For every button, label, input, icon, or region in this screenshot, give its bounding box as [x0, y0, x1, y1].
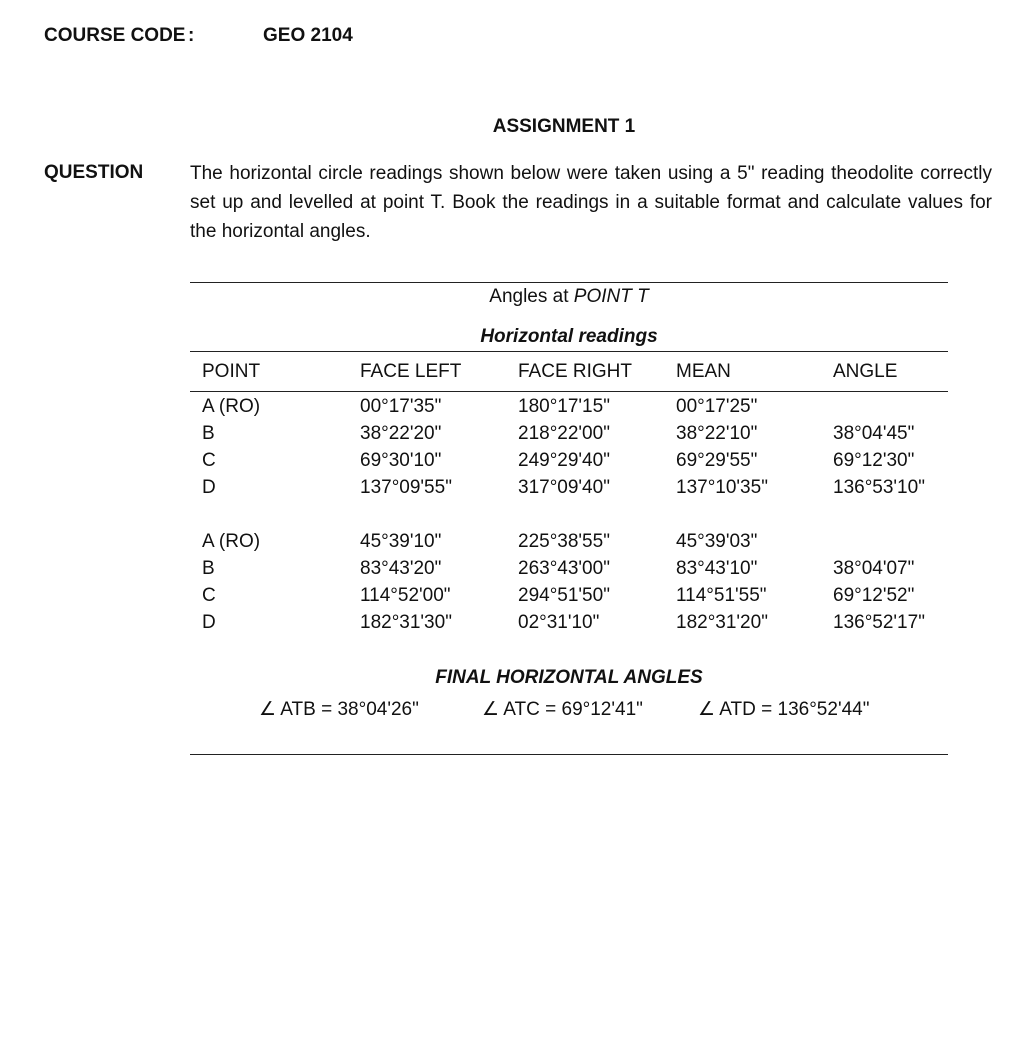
cell-mean: 182°31'20" [676, 612, 768, 633]
cell-point: D [202, 612, 216, 633]
course-code-value: GEO 2104 [263, 25, 353, 46]
assignment-title: ASSIGNMENT 1 [492, 116, 636, 137]
cell-face-right: 218°22'00" [518, 423, 610, 444]
cell-mean: 69°29'55" [676, 450, 758, 471]
cell-angle: 136°53'10" [833, 477, 925, 498]
cell-angle: 69°12'30" [833, 450, 915, 471]
table-caption [190, 286, 948, 308]
final-angle-atd: ∠ ATD = 136°52'44" [698, 699, 870, 720]
table-header-top-rule [190, 351, 948, 352]
table-bottom-rule [190, 754, 948, 755]
cell-face-right: 225°38'55" [518, 531, 610, 552]
question-text: The horizontal circle readings shown below were taken using a 5" reading theodolite correctly set up and levelled at point T. Book the readings in a suitable format and calculate values for the horizontal angles. [190, 163, 992, 242]
final-angles-title: FINAL HORIZONTAL ANGLES [435, 667, 703, 688]
question-label: QUESTION [44, 162, 144, 183]
cell-mean: 137°10'35" [676, 477, 768, 498]
cell-point: A (RO) [202, 531, 261, 552]
cell-face-left: 45°39'10" [360, 531, 442, 552]
final-angle-atb: ∠ ATB = 38°04'26" [259, 699, 419, 720]
cell-face-right: 317°09'40" [518, 477, 610, 498]
final-angle-atc: ∠ ATC = 69°12'41" [482, 699, 643, 720]
cell-point: A (RO) [202, 396, 261, 417]
table-header-bottom-rule [190, 391, 948, 392]
table-subcaption: Horizontal readings [480, 326, 658, 347]
cell-face-left: 83°43'20" [360, 558, 442, 579]
cell-angle: 69°12'52" [833, 585, 915, 606]
column-header-angle: ANGLE [833, 361, 898, 382]
cell-face-right: 180°17'15" [518, 396, 610, 417]
cell-face-left: 137°09'55" [360, 477, 452, 498]
table-caption-point: POINT T [573, 286, 649, 307]
cell-point: C [202, 585, 216, 606]
course-code-label: COURSE CODE [44, 25, 186, 46]
cell-face-left: 114°52'00" [360, 585, 451, 606]
cell-face-left: 38°22'20" [360, 423, 442, 444]
cell-face-left: 182°31'30" [360, 612, 452, 633]
cell-angle: 136°52'17" [833, 612, 925, 633]
cell-angle: 38°04'07" [833, 558, 915, 579]
cell-mean: 45°39'03" [676, 531, 758, 552]
table-caption-prefix: Angles at [489, 286, 574, 307]
cell-point: B [202, 423, 215, 444]
cell-face-right: 02°31'10" [518, 612, 600, 633]
column-header-face-left: FACE LEFT [360, 361, 462, 382]
course-code-colon: : [188, 25, 195, 46]
cell-mean: 83°43'10" [676, 558, 758, 579]
cell-mean: 38°22'10" [676, 423, 758, 444]
cell-face-right: 294°51'50" [518, 585, 610, 606]
cell-point: D [202, 477, 216, 498]
cell-point: B [202, 558, 215, 579]
cell-point: C [202, 450, 216, 471]
cell-angle: 38°04'45" [833, 423, 915, 444]
cell-face-left: 69°30'10" [360, 450, 442, 471]
cell-face-left: 00°17'35" [360, 396, 442, 417]
cell-mean: 00°17'25" [676, 396, 758, 417]
cell-face-right: 249°29'40" [518, 450, 610, 471]
table-top-rule [190, 282, 948, 283]
cell-face-right: 263°43'00" [518, 558, 610, 579]
cell-mean: 114°51'55" [676, 585, 767, 606]
column-header-face-right: FACE RIGHT [518, 361, 633, 382]
column-header-point: POINT [202, 361, 261, 382]
column-header-mean: MEAN [676, 361, 731, 382]
